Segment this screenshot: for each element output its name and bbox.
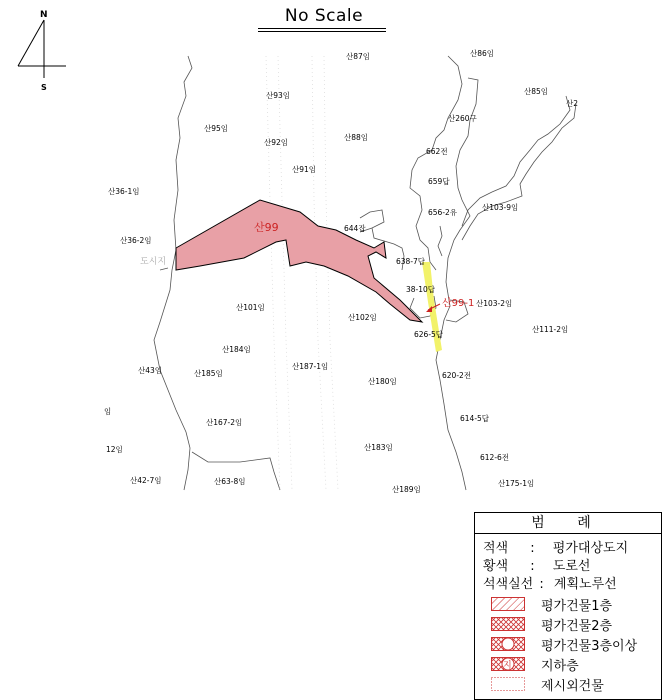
legend-box: [474, 512, 662, 700]
parcel-label: 산102임: [348, 313, 377, 322]
parcel-label: 산95임: [204, 124, 229, 133]
parcel-label: 산43임: [138, 366, 163, 375]
hatch-floor2-icon: [491, 617, 525, 631]
parcel-label: 644잡: [344, 224, 366, 233]
legend-line-red: [483, 537, 628, 556]
parcel-label: 산167-2임: [206, 418, 243, 427]
parcel-label: 산42-7임: [130, 476, 162, 485]
legend-line-value: 평가대상도지: [552, 541, 629, 556]
parcel-label: 656-2유: [428, 208, 458, 217]
parcel-label: 620-2전: [442, 371, 472, 380]
parcel-label: 산36-2임: [120, 236, 152, 245]
parcel-label: 산189임: [392, 485, 421, 494]
parcel-label: 산187-1임: [292, 362, 329, 371]
legend-line-sep: :: [530, 541, 535, 556]
legend-line-value: 계획노루선: [553, 577, 617, 592]
parcel-label: 산63-8임: [214, 477, 246, 486]
parcel-label: 38-10답: [406, 285, 436, 294]
parcel-label: 12임: [106, 445, 123, 454]
parcel-label: 638-7답: [396, 257, 426, 266]
legend-line-sep: :: [539, 577, 544, 592]
title-underline: [258, 31, 386, 32]
parcel-label: 626-5답: [414, 330, 444, 339]
legend-item: 지하층: [541, 659, 579, 674]
dotted-strips: [266, 56, 338, 490]
map-title: No Scale: [284, 6, 364, 26]
legend-title: 범 례: [475, 513, 661, 534]
hatch-basement-icon: [491, 657, 525, 671]
legend-item: 제시외건물: [541, 679, 604, 694]
legend-line-yellow: [483, 555, 590, 574]
compass-south: S: [41, 83, 47, 92]
parcel-label: 산185임: [194, 369, 223, 378]
legend-item: 평가건물2층: [541, 619, 613, 634]
parcel-label: 산85임: [524, 87, 549, 96]
parcel-label: 산86임: [470, 49, 495, 58]
parcel-label: 산92임: [264, 138, 289, 147]
legend-item: 평가건물1층: [541, 599, 613, 614]
legend-item: 평가건물3층이상: [541, 639, 638, 654]
legend-line-value: 도로선: [552, 559, 591, 574]
parcel-label: 산91임: [292, 165, 317, 174]
legend-line-dash: [483, 573, 617, 592]
title-underline: [258, 28, 386, 29]
north-arrow-icon: [18, 20, 66, 78]
parcel-label: 산103-2임: [476, 299, 513, 308]
parcel-label: 산101임: [236, 303, 265, 312]
legend-line-label: 황색: [483, 559, 509, 574]
basement-symbol: 지: [503, 661, 512, 671]
legend-line-label: 석색실선: [483, 577, 534, 592]
parcel-label: 산111-2임: [532, 325, 569, 334]
parcel-label: 612-6전: [480, 453, 510, 462]
hatch-floor1-icon: [491, 597, 525, 611]
parcel-label: 산93임: [266, 91, 291, 100]
parcel-label: 산180임: [368, 377, 397, 386]
parcel-label: 산88임: [344, 133, 369, 142]
label-place: 도시지: [140, 257, 167, 267]
subject-parcel-99: [176, 200, 422, 322]
parcel-label: 임: [104, 407, 112, 416]
legend-line-label: 적색: [483, 541, 509, 556]
parcel-label: 산184임: [222, 345, 251, 354]
parcel-label: 산260구: [448, 114, 477, 123]
parcel-label: 산2: [566, 99, 579, 108]
parcel-label: 659답: [428, 177, 450, 186]
compass-north: N: [40, 10, 48, 20]
label-subject-sub: 산99-1: [442, 298, 475, 309]
hatch-floor3-icon: [491, 637, 525, 651]
parcel-label: 662전: [426, 147, 448, 156]
parcel-label: 산36-1임: [108, 187, 140, 196]
parcel-label: 614-5답: [460, 414, 490, 423]
parcel-label: 산87임: [346, 52, 371, 61]
parcel-label: 산175-1임: [498, 479, 535, 488]
legend-line-sep: :: [530, 559, 535, 574]
label-subject-main: 산99: [254, 221, 279, 234]
parcel-label: 산183임: [364, 443, 393, 452]
dotted-outline-icon: [491, 677, 525, 691]
parcel-label: 산103-9임: [482, 203, 519, 212]
